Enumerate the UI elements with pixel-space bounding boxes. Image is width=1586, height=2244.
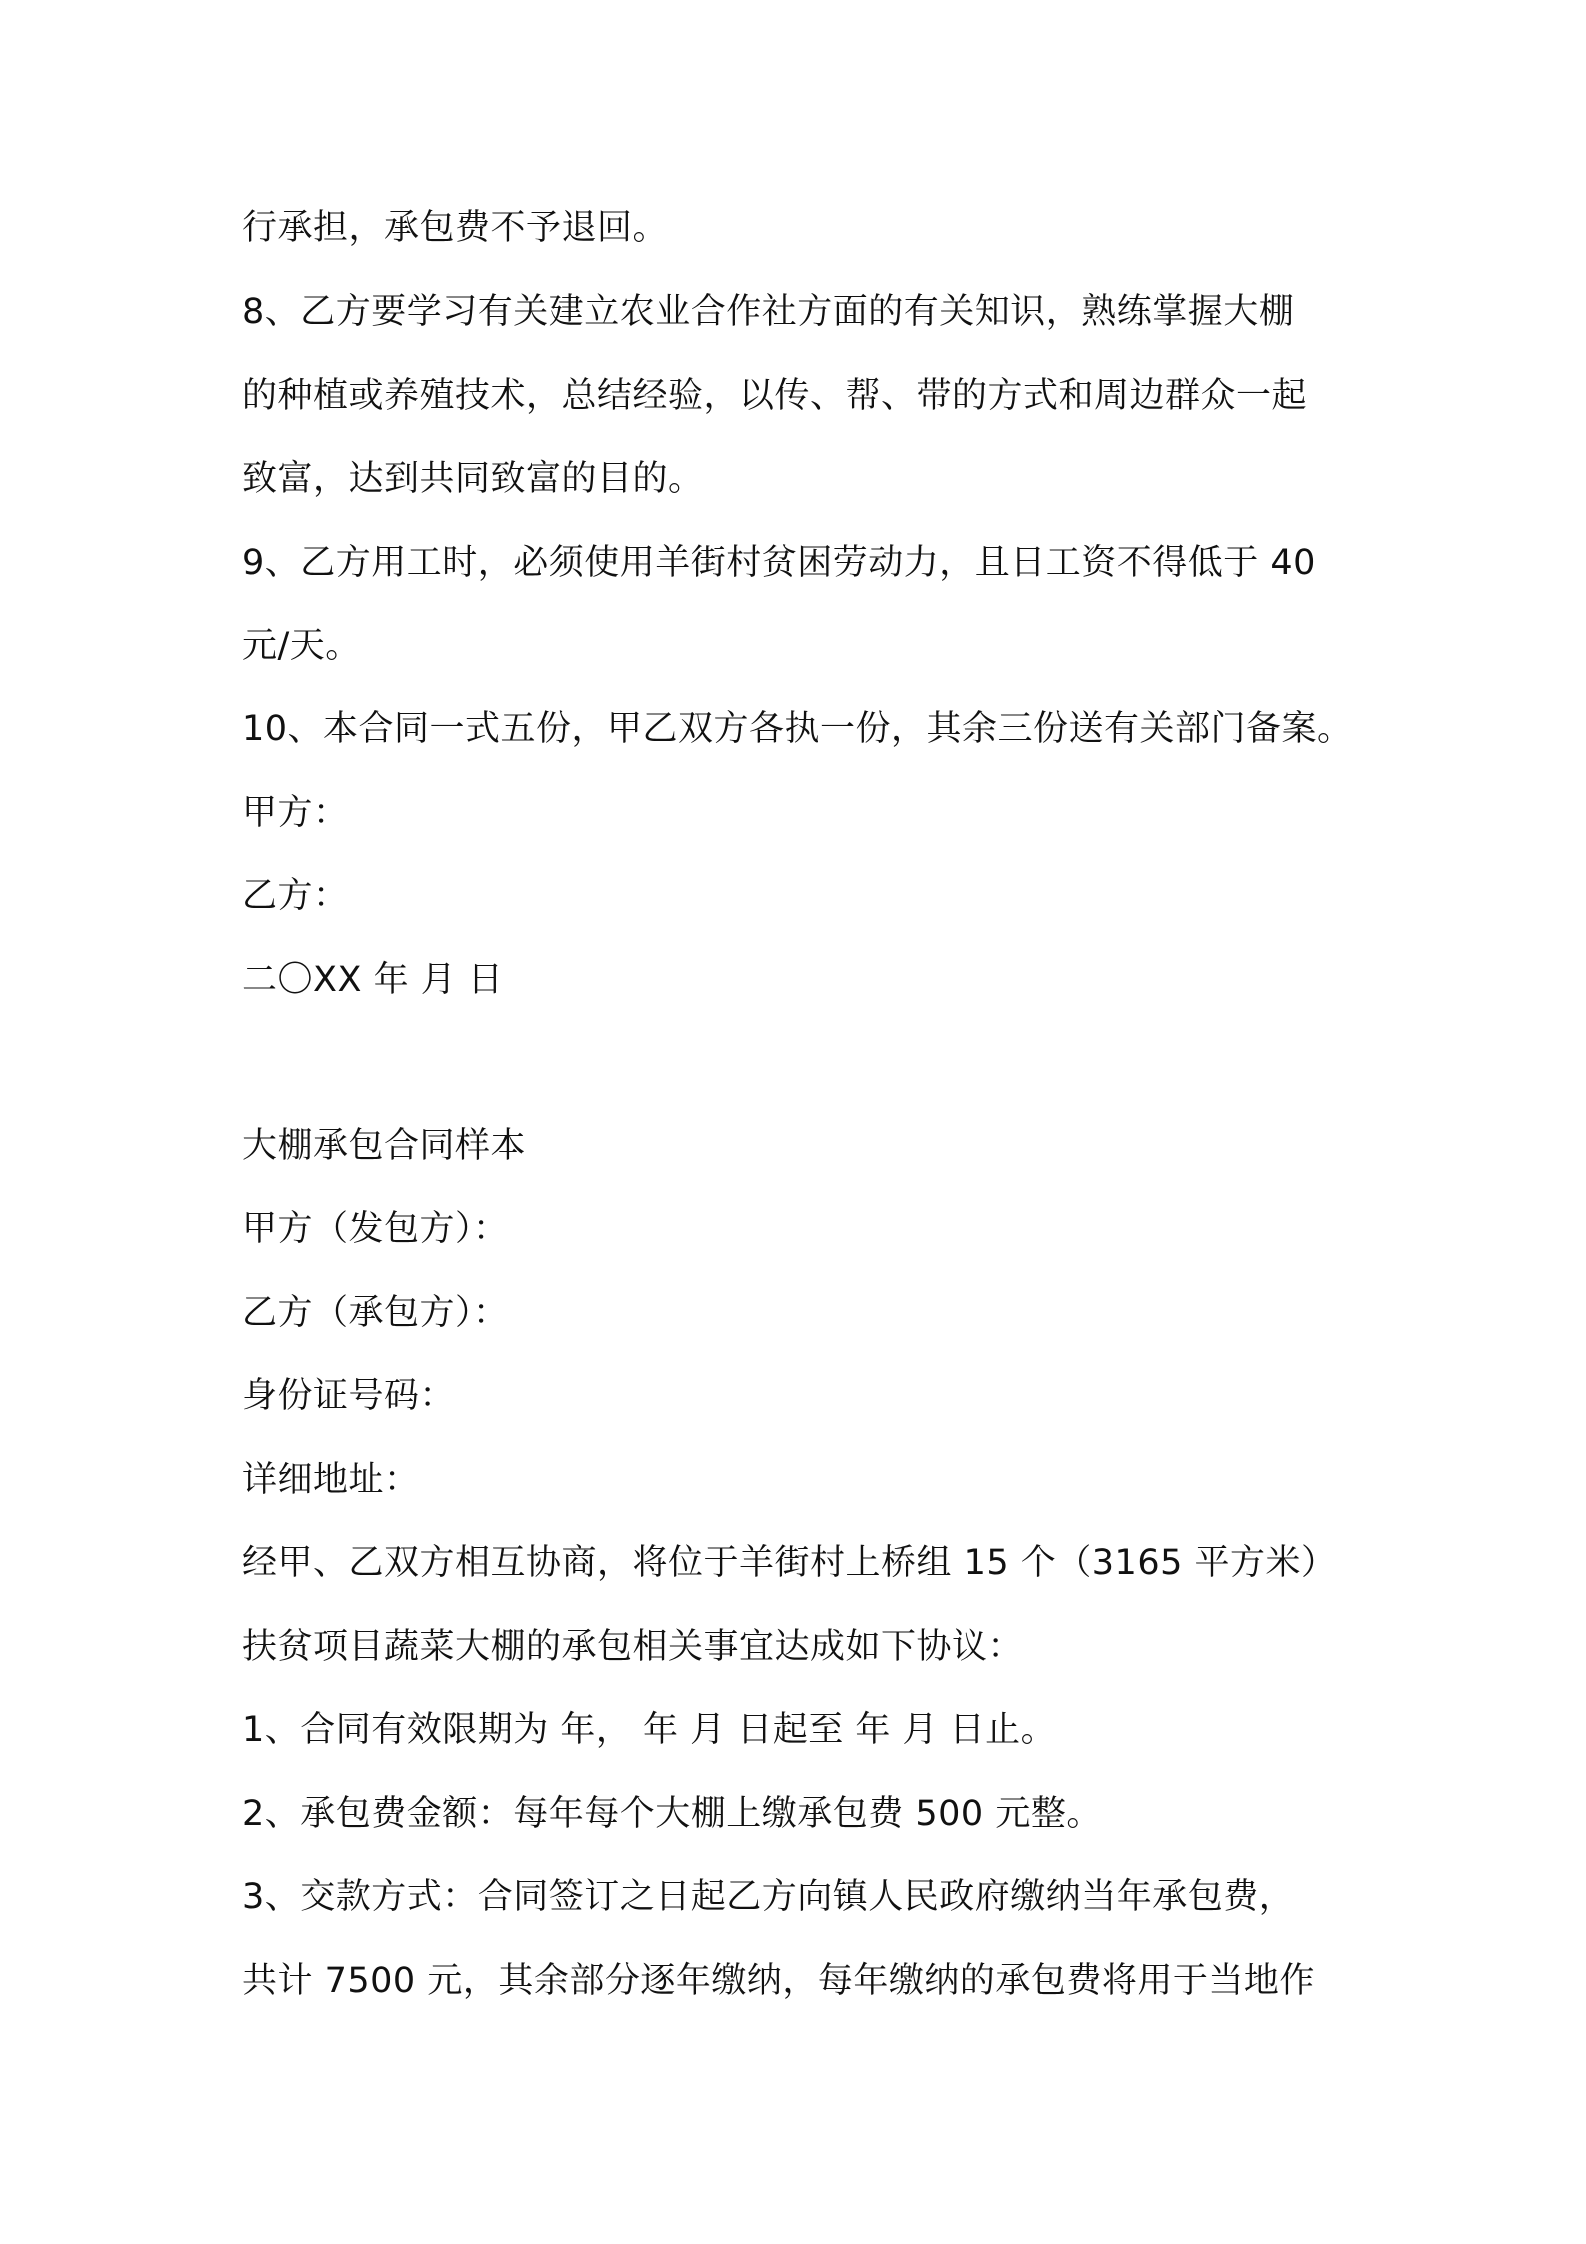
signature-label-party-b: 乙方： (242, 876, 349, 916)
text-line: 行承担，承包费不予退回。 (242, 208, 669, 248)
text-line: 的种植或养殖技术，总结经验，以传、帮、带的方式和周边群众一起 (242, 376, 1308, 416)
party-b-field: 乙方（承包方）： (242, 1293, 509, 1333)
address-field: 详细地址： (242, 1460, 420, 1500)
document-title: 大棚承包合同样本 (242, 1126, 527, 1166)
text-line: 经甲、乙双方相互协商，将位于羊街村上桥组 15 个（3165 平方米） (242, 1543, 1337, 1583)
text-line: 致富，达到共同致富的目的。 (242, 459, 704, 499)
text-line: 9、乙方用工时，必须使用羊街村贫困劳动力，且日工资不得低于 40 (242, 543, 1316, 583)
party-a-field: 甲方（发包方）： (242, 1209, 509, 1249)
id-number-field: 身份证号码： (242, 1376, 456, 1416)
date-line: 二〇XX 年 月 日 (242, 960, 504, 1000)
text-line: 扶贫项目蔬菜大棚的承包相关事宜达成如下协议： (242, 1627, 1024, 1667)
text-line: 10、本合同一式五份，甲乙双方各执一份，其余三份送有关部门备案。 (242, 709, 1353, 749)
text-line: 2、承包费金额：每年每个大棚上缴承包费 500 元整。 (242, 1794, 1102, 1834)
signature-label-party-a: 甲方： (242, 793, 349, 833)
text-line: 3、交款方式：合同签订之日起乙方向镇人民政府缴纳当年承包费， (242, 1877, 1295, 1917)
text-line: 8、乙方要学习有关建立农业合作社方面的有关知识，熟练掌握大棚 (242, 292, 1295, 332)
text-line: 元/天。 (242, 626, 361, 666)
text-line: 1、合同有效限期为 年， 年 月 日起至 年 月 日止。 (242, 1710, 1057, 1750)
text-line: 共计 7500 元，其余部分逐年缴纳，每年缴纳的承包费将用于当地作 (242, 1961, 1315, 2001)
